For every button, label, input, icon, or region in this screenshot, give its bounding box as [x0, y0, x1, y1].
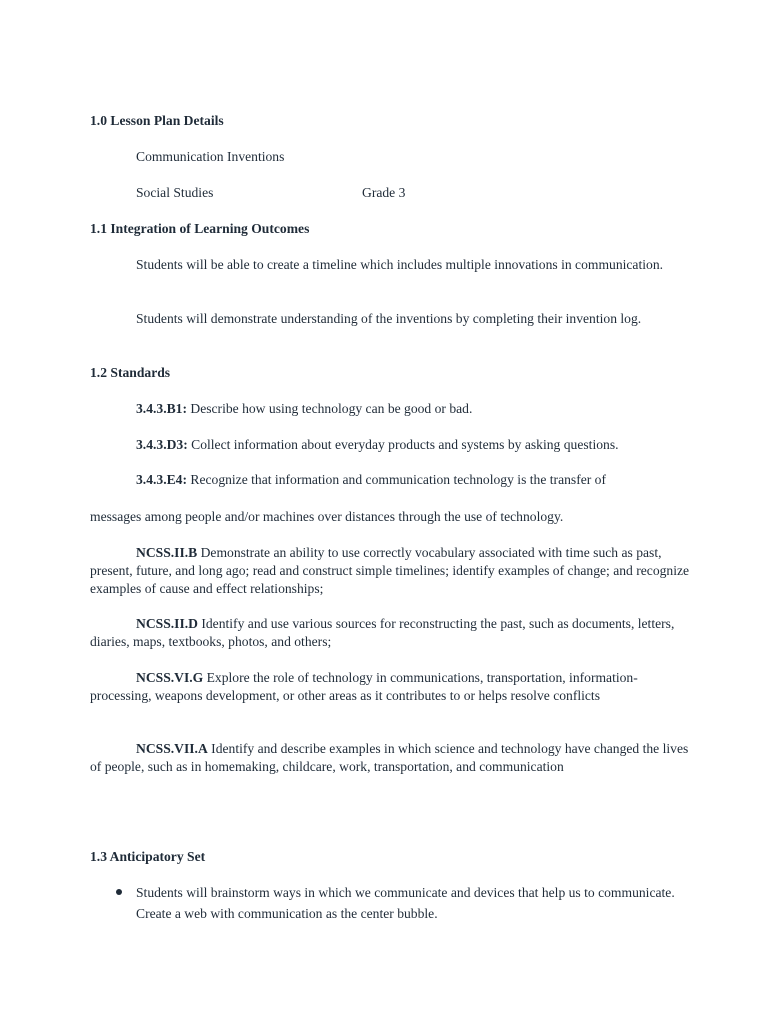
standard-text: Identify and use various sources for reconstructing the past, such as documents, letters, diaries, maps, textbooks, photos, and others;	[90, 616, 675, 649]
bullet-dot-icon	[116, 889, 122, 895]
standard-code: 3.4.3.E4:	[136, 472, 187, 487]
standard-item	[90, 436, 690, 454]
heading-anticipatory-set: 1.3 Anticipatory Set	[90, 849, 206, 864]
bullet-item: Students will brainstorm ways in which we communicate and devices that help us to communicate. Create a web with communication as the center bubble.	[136, 885, 675, 921]
lesson-grade: Grade 3	[362, 185, 406, 200]
standard-text: Demonstrate an ability to use correctly vocabulary associated with time such as past, present, future, and long ago; read and construct simple timelines; identify examples of change; and recognize examples of cause and effect relationships;	[90, 545, 690, 596]
heading-standards: 1.2 Standards	[90, 365, 171, 380]
heading-learning-outcomes: 1.1 Integration of Learning Outcomes	[90, 221, 310, 236]
standard-code: 3.4.3.D3:	[136, 437, 188, 452]
standard-text: Identify and describe examples in which science and technology have changed the lives of people, such as in homemaking, childcare, work, transportation, and communication	[90, 741, 689, 774]
standard-continuation: messages among people and/or machines over distances through the use of technology.	[90, 509, 564, 524]
standard-item	[90, 669, 690, 705]
standard-text: Recognize that information and communication technology is the transfer of	[186, 472, 607, 487]
heading-lesson-plan-details: 1.0 Lesson Plan Details	[90, 113, 224, 128]
standard-text: Collect information about everyday products and systems by asking questions.	[187, 437, 619, 452]
standard-item	[90, 471, 690, 489]
outcome-item: Students will demonstrate understanding of the inventions by completing their invention log.	[136, 311, 642, 326]
standard-item	[90, 740, 690, 776]
standard-code: NCSS.VII.A	[136, 741, 208, 756]
standard-text: Explore the role of technology in communications, transportation, information-processing, weapons development, or other areas as it contributes to or helps resolve conflicts	[90, 670, 638, 703]
standard-item	[90, 400, 690, 418]
outcome-item: Students will be able to create a timeline which includes multiple innovations in communication.	[136, 257, 664, 272]
lesson-title: Communication Inventions	[136, 149, 285, 164]
standard-code: NCSS.II.B	[136, 545, 198, 560]
standard-code: NCSS.II.D	[136, 616, 198, 631]
standard-item	[90, 615, 690, 651]
standard-code: NCSS.VI.G	[136, 670, 204, 685]
lesson-subject: Social Studies	[136, 185, 214, 200]
standard-code: 3.4.3.B1:	[136, 401, 187, 416]
standard-text: Describe how using technology can be good or bad.	[186, 401, 473, 416]
standard-item	[90, 544, 690, 598]
